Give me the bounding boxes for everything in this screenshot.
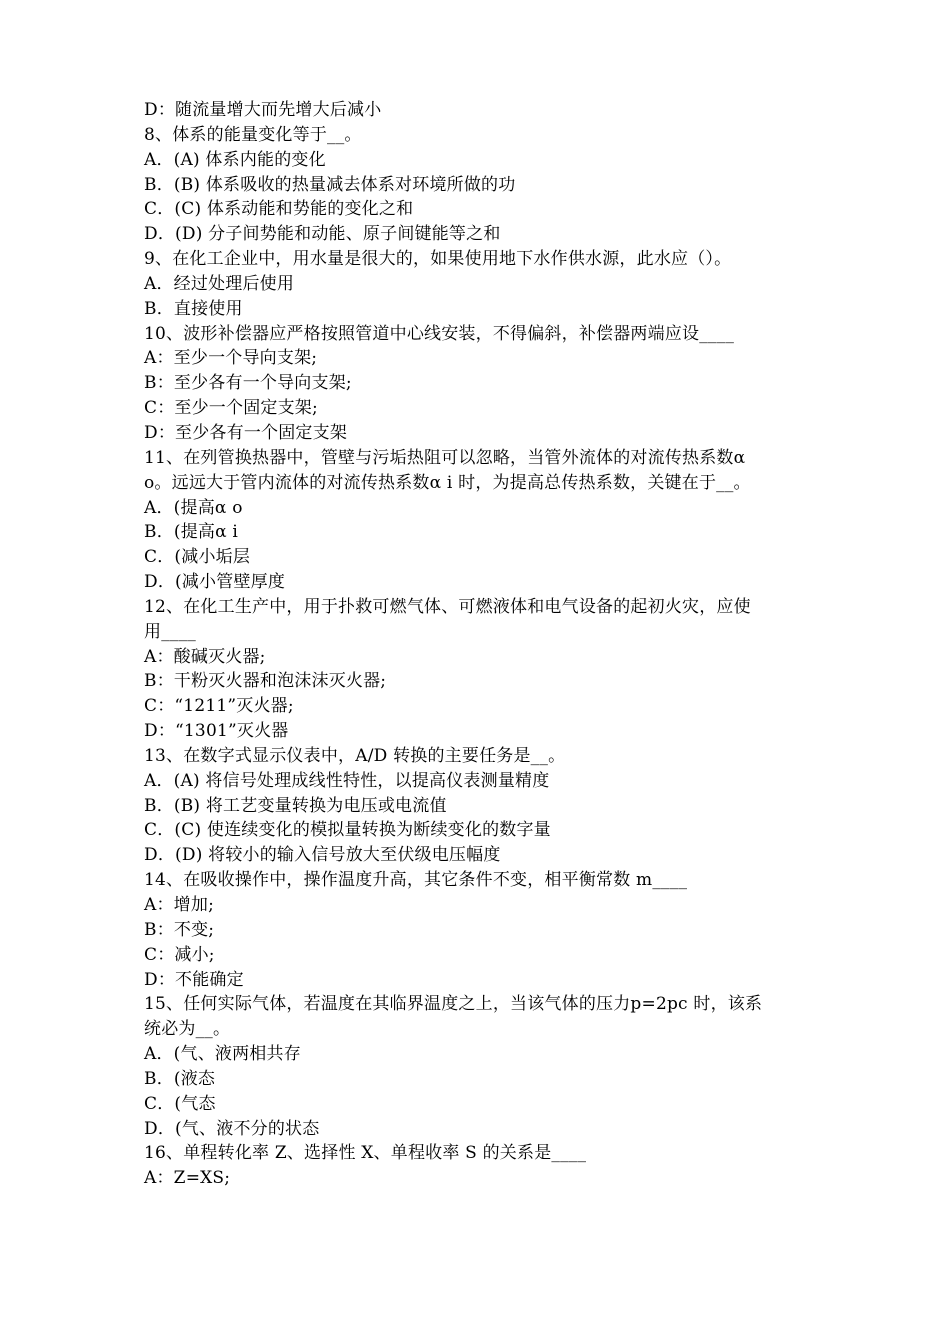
option-line: D：至少各有一个固定支架 — [144, 422, 348, 443]
option-line: B．直接使用 — [144, 298, 243, 319]
option-line: A：酸碱灭火器; — [144, 646, 266, 667]
option-line: B．(提高α i — [144, 522, 239, 543]
option-line: D．(气、液不分的状态 — [144, 1118, 320, 1139]
option-line: A：增加; — [144, 895, 215, 915]
option-line: C．(气态 — [144, 1093, 216, 1114]
question-12-stem: 12、在化工生产中，用于扑救可燃气体、可燃液体和电气设备的起初火灾，应使 — [144, 596, 751, 617]
option-line: B：干粉灭火器和泡沫沫灭火器; — [144, 671, 387, 692]
option-line: C：“1211”灭火器; — [144, 696, 294, 717]
option-line: C：减小; — [144, 944, 215, 965]
option-line: B．(B) 体系吸收的热量减去体系对环境所做的功 — [144, 174, 516, 195]
question-14-stem: 14、在吸收操作中，操作温度升高，其它条件不变，相平衡常数 m____ — [144, 870, 688, 891]
question-9-stem: 9、在化工企业中，用水量是很大的，如果使用地下水作供水源，此水应（）。 — [144, 249, 732, 270]
option-line: D：“1301”灭火器 — [144, 721, 289, 742]
question-11-stem: 11、在列管换热器中，管壁与污垢热阻可以忽略，当管外流体的对流传热系数α — [144, 447, 746, 468]
option-line: D．(D) 将较小的输入信号放大至伏级电压幅度 — [144, 845, 501, 866]
document-page — [144, 98, 824, 1191]
option-line: A．(提高α o — [144, 497, 243, 518]
option-line: A．(气、液两相共存 — [144, 1044, 301, 1065]
question-10-stem: 10、波形补偿器应严格按照管道中心线安装，不得偏斜，补偿器两端应设____ — [144, 323, 735, 344]
option-line: C．(C) 使连续变化的模拟量转换为断续变化的数字量 — [144, 820, 551, 841]
question-12-stem-cont: 用____ — [144, 621, 196, 642]
option-line: B．(B) 将工艺变量转换为电压或电流值 — [144, 795, 447, 816]
option-line: A．(A) 将信号处理成线性特性，以提高仪表测量精度 — [144, 770, 550, 791]
option-line: C．(C) 体系动能和势能的变化之和 — [144, 199, 414, 220]
option-line: C：至少一个固定支架; — [144, 398, 318, 419]
question-15-stem: 15、任何实际气体，若温度在其临界温度之上，当该气体的压力p=2pc 时，该系 — [144, 994, 763, 1015]
option-line: A：Z=XS; — [144, 1168, 231, 1189]
option-line: D．(D) 分子间势能和动能、原子间键能等之和 — [144, 224, 501, 245]
question-11-stem-cont: o。远远大于管内流体的对流传热系数α i 时，为提高总传热系数，关键在于__。 — [144, 472, 751, 493]
text-line: D：随流量增大而先增大后减小 — [144, 100, 382, 120]
option-line: A：至少一个导向支架; — [144, 348, 318, 369]
question-8-stem: 8、体系的能量变化等于__。 — [144, 124, 362, 145]
option-line: B：不变; — [144, 919, 215, 940]
option-line: D．(减小管壁厚度 — [144, 572, 286, 593]
option-line: D：不能确定 — [144, 969, 244, 990]
question-15-stem-cont: 统必为__。 — [144, 1019, 231, 1040]
option-line: C．(减小垢层 — [144, 547, 251, 568]
question-13-stem: 13、在数字式显示仪表中，A/D 转换的主要任务是__。 — [144, 745, 566, 766]
question-16-stem: 16、单程转化率 Z、选择性 X、单程收率 S 的关系是____ — [144, 1143, 587, 1164]
option-line: A．经过处理后使用 — [144, 273, 295, 294]
option-line: B．(液态 — [144, 1068, 216, 1089]
option-line: B：至少各有一个导向支架; — [144, 373, 352, 394]
option-line: A．(A) 体系内能的变化 — [144, 149, 326, 170]
